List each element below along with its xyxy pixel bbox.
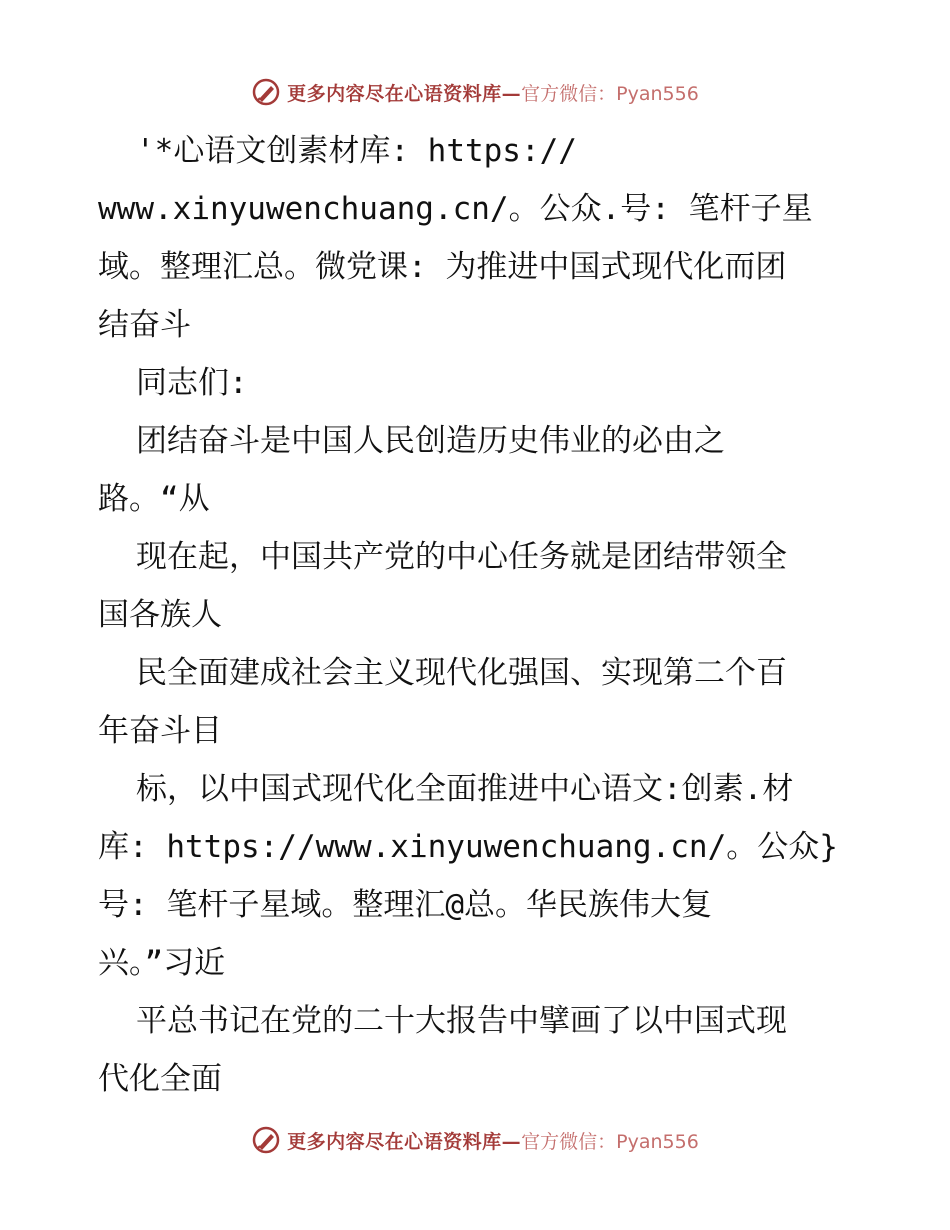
- text-line: 兴。”习近: [98, 945, 226, 981]
- banner-suffix: 官方微信：Pyan556: [521, 82, 699, 105]
- footer-banner: [0, 1120, 950, 1160]
- banner-text: 更多内容尽在心语资料库—: [287, 82, 522, 105]
- text-line: 民全面建成社会主义现代化强国、实现第二个百: [136, 655, 787, 691]
- text-line: '*心语文创素材库: https://: [136, 133, 577, 169]
- banner-suffix: 官方微信：Pyan556: [521, 1130, 699, 1153]
- text-line: 团结奋斗是中国人民创造历史伟业的必由之: [136, 423, 725, 459]
- pen-logo-icon: [251, 1125, 281, 1155]
- text-line: 结奋斗: [98, 307, 191, 343]
- text-line: 库: https://www.xinyuwenchuang.cn/。公众}: [98, 829, 838, 865]
- text-line: 同志们:: [136, 365, 248, 401]
- text-line: 现在起，中国共产党的中心任务就是团结带领全: [136, 539, 787, 575]
- banner-text: 更多内容尽在心语资料库—: [287, 1130, 522, 1153]
- text-line: www.xinyuwenchuang.cn/。公众.号: 笔杆子星: [98, 191, 813, 227]
- text-line: 路。“从: [98, 481, 210, 517]
- text-line: 域。整理汇总。微党课: 为推进中国式现代化而团: [98, 249, 787, 285]
- text-line: 标，以中国式现代化全面推进中心语文:创素.材: [136, 771, 794, 807]
- pen-logo-icon: [251, 77, 281, 107]
- text-line: 国各族人: [98, 597, 222, 633]
- text-line: 平总书记在党的二十大报告中擘画了以中国式现: [136, 1003, 787, 1039]
- text-line: 代化全面: [98, 1061, 222, 1097]
- text-line: 号: 笔杆子星域。整理汇@总。华民族伟大复: [98, 887, 712, 923]
- document-body: [98, 122, 858, 1108]
- header-banner: [0, 72, 950, 112]
- text-line: 年奋斗目: [98, 713, 222, 749]
